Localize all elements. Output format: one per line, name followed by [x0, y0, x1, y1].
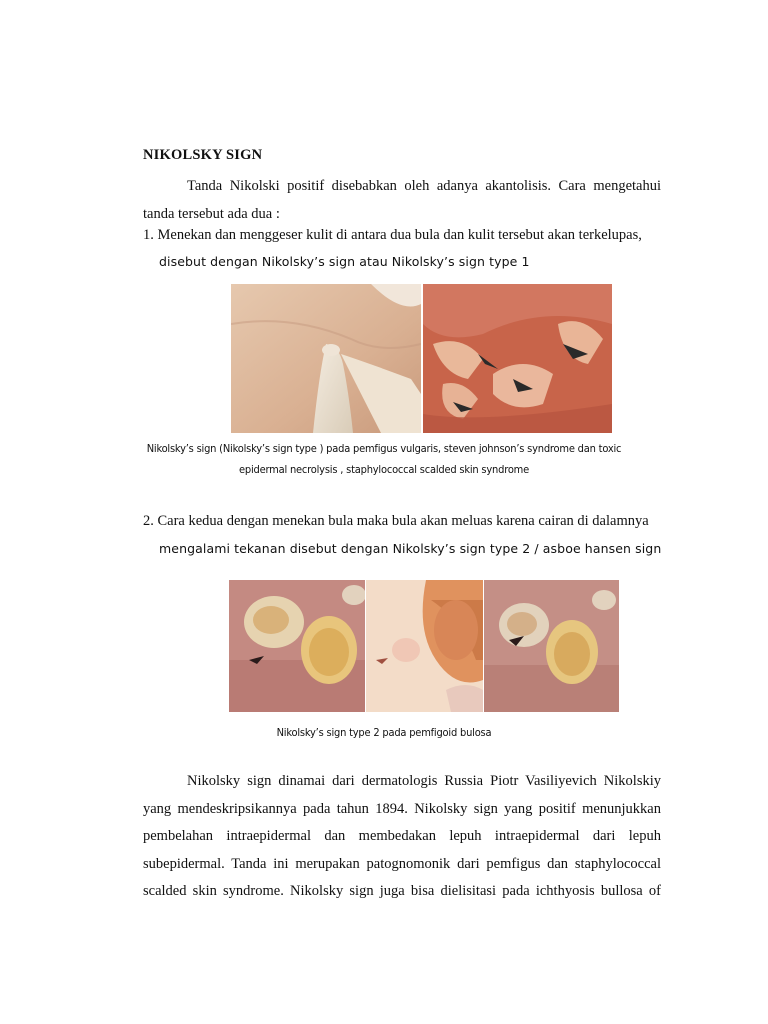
- section-heading: NIKOLSKY SIGN: [143, 147, 263, 163]
- closing-line-2: yang mendeskripsikannya pada tahun 1894. Nikolsky sign yang positif menunjukkan: [143, 800, 661, 817]
- figure1-caption: [0, 438, 768, 480]
- list-item-2-line-1: 2. Cara kedua dengan menekan bula maka bula akan meluas karena cairan di dalamnya: [143, 513, 649, 529]
- list-item-1-line-2: disebut dengan Nikolsky’s sign atau Nikolsky’s sign type 1: [159, 254, 530, 269]
- closing-paragraph: [143, 768, 661, 906]
- figure1-caption-line-2: epidermal necrolysis , staphylococcal scalded skin syndrome: [238, 463, 530, 476]
- figure1-photo-peeling-skin: [423, 284, 612, 433]
- list-item-2-line-2: mengalami tekanan disebut dengan Nikolsky’s sign type 2 / asboe hansen sign: [159, 541, 662, 556]
- figure2-photo-finger-pressing: [366, 580, 483, 712]
- figure2-caption: Nikolsky’s sign type 2 pada pemfigoid bulosa: [276, 726, 492, 739]
- intro-line-2: tanda tersebut ada dua :: [143, 206, 280, 222]
- figure1-caption-line-1: Nikolsky’s sign (Nikolsky’s sign type ) pada pemfigus vulgaris, steven johnson’s syndrome dan toxic: [146, 442, 622, 455]
- closing-line-5: scalded skin syndrome. Nikolsky sign juga bisa dielisitasi pada ichthyosis bullosa of: [143, 883, 661, 899]
- intro-paragraph: [143, 172, 661, 228]
- list-item-1-line-1: 1. Menekan dan menggeser kulit di antara dua bula dan kulit tersebut akan terkelupas,: [143, 227, 642, 243]
- figure1-photo-finger-press: [231, 284, 421, 433]
- closing-line-4: subepidermal. Tanda ini merupakan patognomonik dari pemfigus dan staphylococcal: [143, 855, 661, 872]
- figure2-photo-blisters-after: [484, 580, 619, 712]
- closing-line-3: pembelahan intraepidermal dan membedakan lepuh intraepidermal dari lepuh: [143, 828, 661, 844]
- figure2-photo-blisters-before: [229, 580, 365, 712]
- closing-line-1: Nikolsky sign dinamai dari dermatologis Russia Piotr Vasiliyevich Nikolskiy: [187, 773, 661, 789]
- intro-line-1: Tanda Nikolski positif disebabkan oleh adanya akantolisis. Cara mengetahui: [187, 178, 661, 194]
